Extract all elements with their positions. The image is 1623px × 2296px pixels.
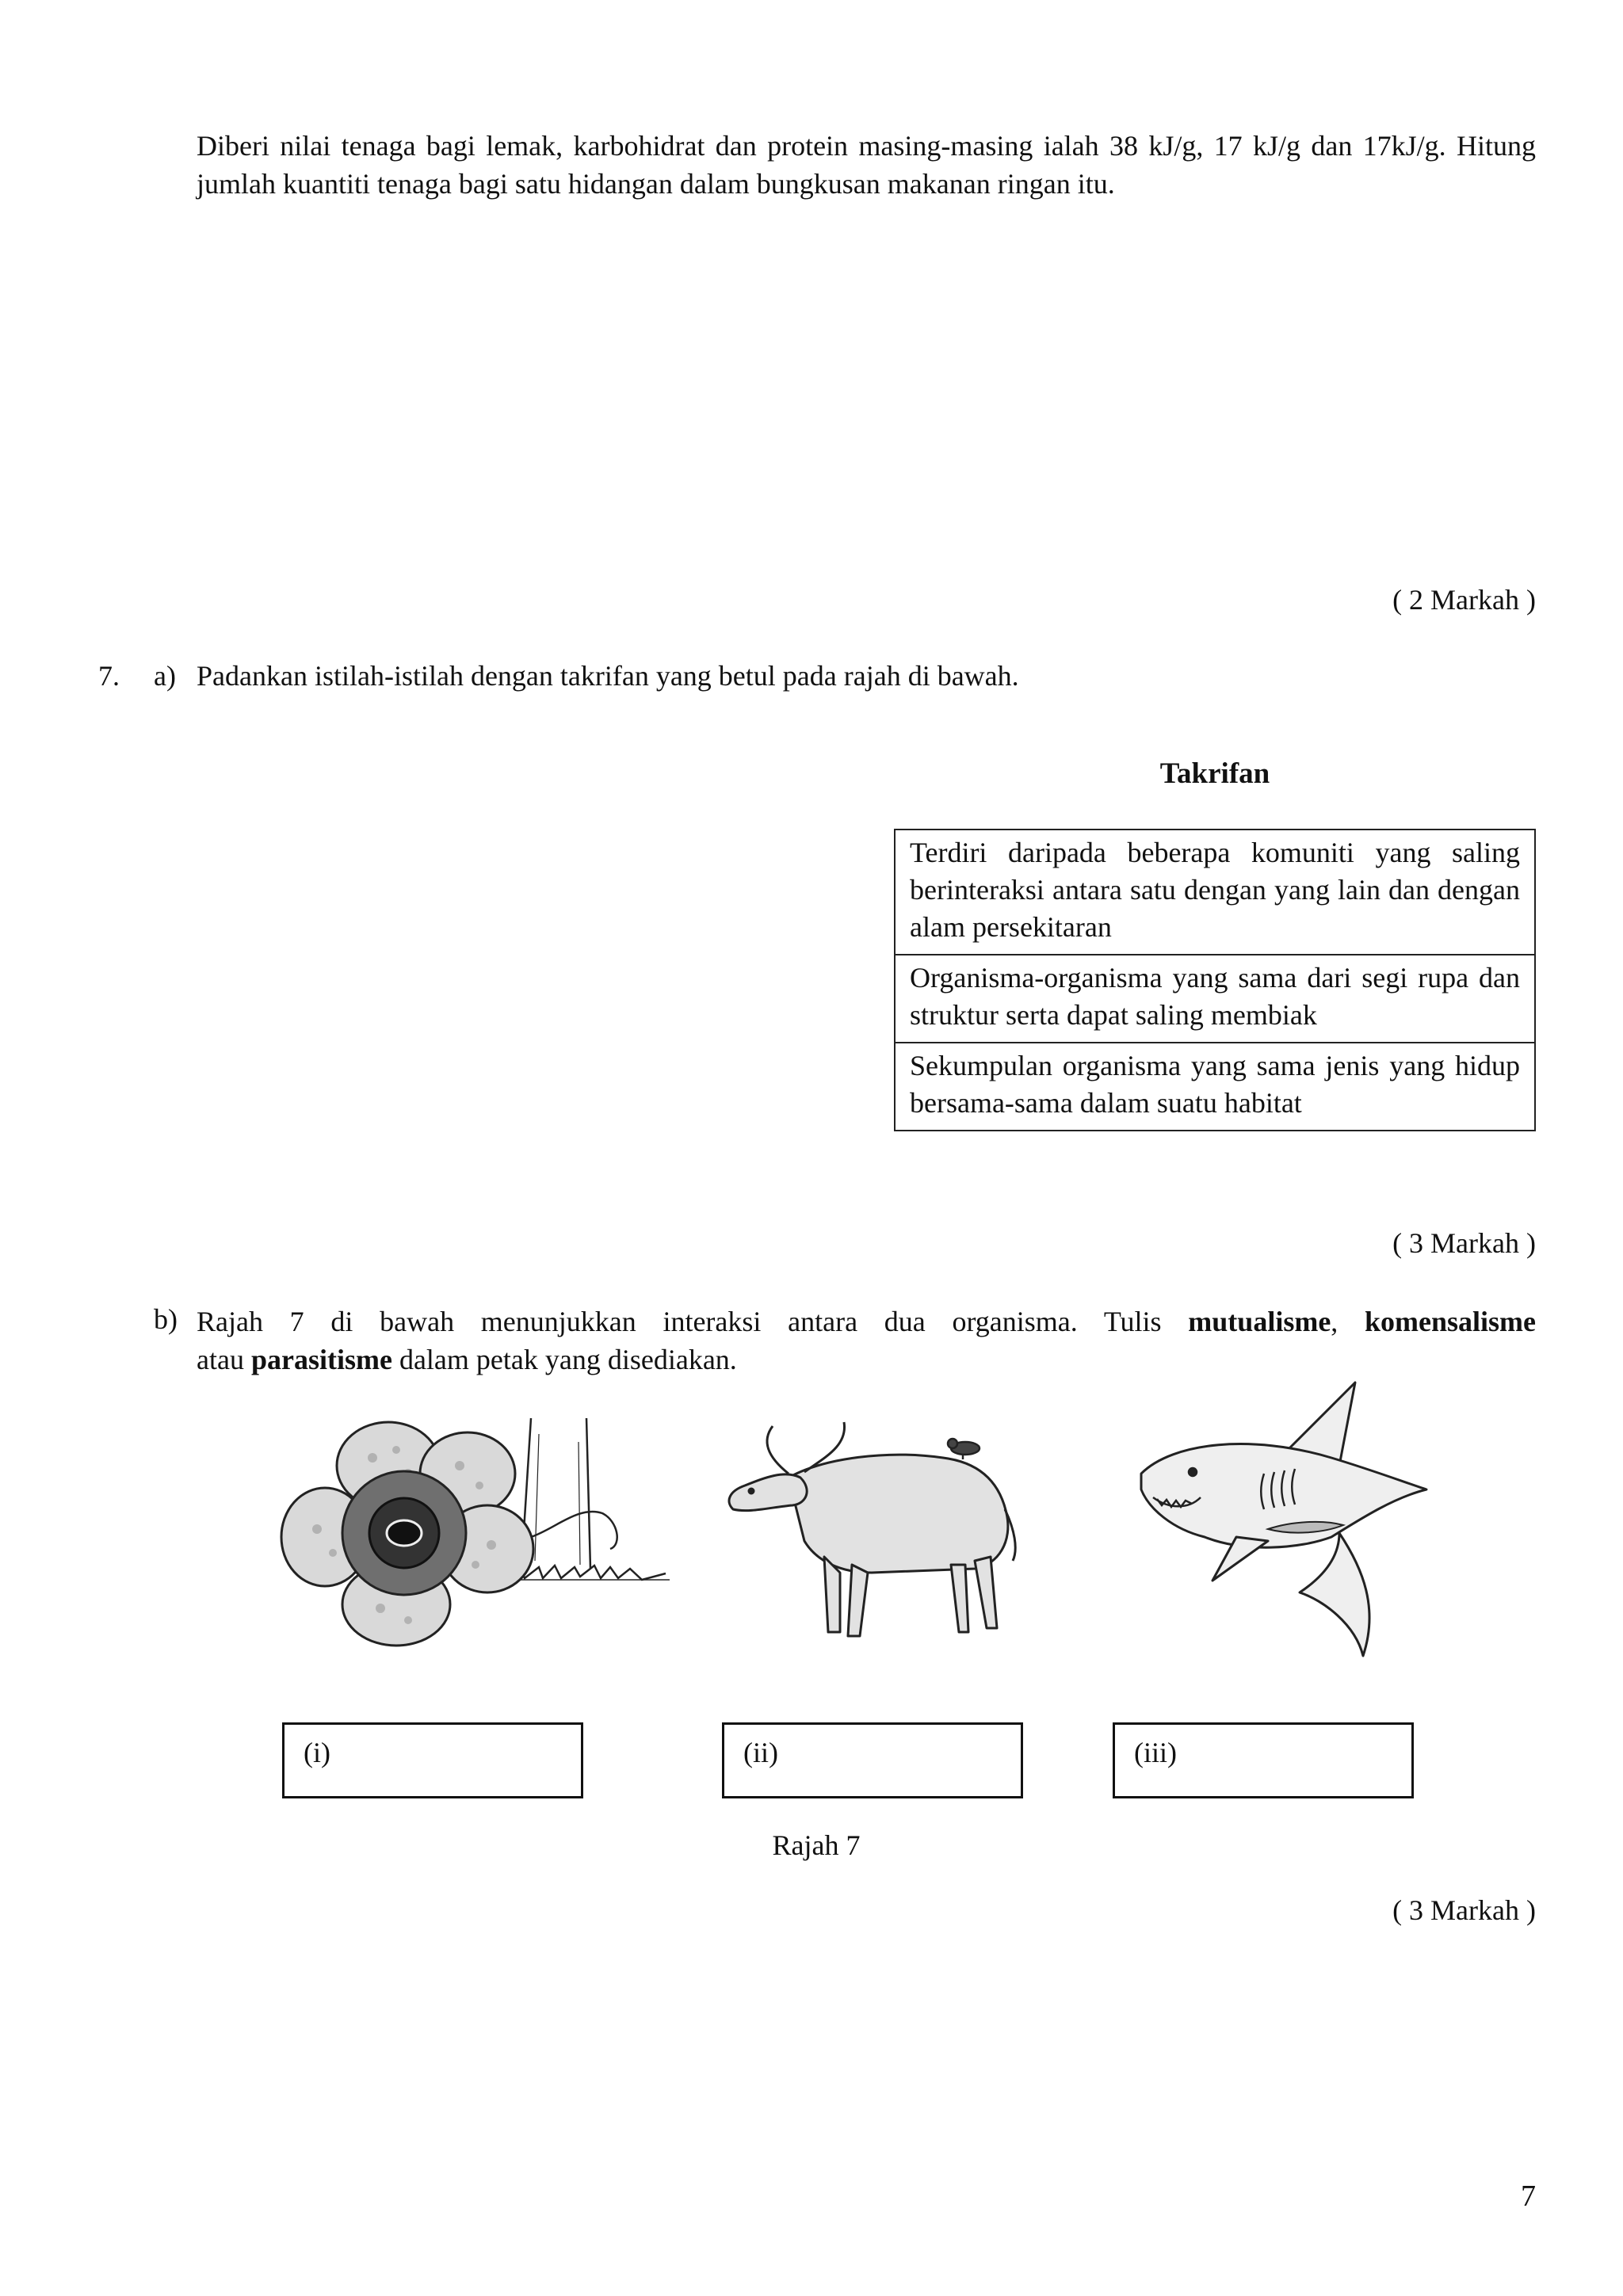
rafflesia-illustration	[269, 1410, 682, 1656]
term-separator: ,	[1331, 1306, 1338, 1337]
definitions-table	[894, 829, 1536, 1131]
answer-box-iii-label: (iii)	[1134, 1737, 1177, 1768]
buffalo-illustration	[713, 1402, 1062, 1664]
answer-box-ii-label: (ii)	[743, 1737, 778, 1768]
part-a-label: a)	[154, 660, 176, 692]
part-a-marks: ( 3 Markah )	[1392, 1227, 1536, 1259]
definition-ecosystem: Terdiri daripada beberapa komuniti yang saling berinteraksi antara satu dengan yang lain dan dengan alam persekitaran	[896, 830, 1534, 955]
question-number: 7.	[98, 660, 120, 692]
shark-illustration	[1125, 1379, 1442, 1664]
part-b-text-1: Rajah 7 di bawah menunjukkan interaksi antara dua organisma. Tulis	[197, 1306, 1162, 1337]
q6-energy-paragraph: Diberi nilai tenaga bagi lemak, karbohidrat dan protein masing-masing ialah 38 kJ/g, 17 kJ/g dan 17kJ/g. Hitung jumlah kuantiti tenaga bagi satu hidangan dalam bungkusan makanan ringan itu.	[197, 130, 1536, 200]
part-b-text-2: atau	[197, 1344, 244, 1375]
part-b-line-1	[197, 1302, 1536, 1341]
term-parasitisme: parasitisme	[250, 1344, 392, 1375]
term-mutualisme: mutualisme	[1188, 1306, 1331, 1337]
part-b-line-2	[197, 1341, 1536, 1379]
part-b-text-3: dalam petak yang disediakan.	[399, 1344, 737, 1375]
term-komensalisme: komensalisme	[1365, 1306, 1537, 1337]
definitions-heading: Takrifan	[1159, 757, 1270, 790]
part-b-label: b)	[154, 1303, 178, 1335]
answer-box-iii[interactable]	[1113, 1722, 1414, 1798]
answer-box-i-label: (i)	[304, 1737, 330, 1768]
answer-box-i[interactable]	[282, 1722, 583, 1798]
page-number: 7	[1521, 2180, 1536, 2213]
definition-species: Organisma-organisma yang sama dari segi rupa dan struktur serta dapat saling membiak	[896, 955, 1534, 1043]
answer-box-ii[interactable]	[722, 1722, 1023, 1798]
part-a-instruction: Padankan istilah-istilah dengan takrifan yang betul pada rajah di bawah.	[197, 660, 1019, 692]
part-b-marks: ( 3 Markah )	[1392, 1894, 1536, 1926]
q6-marks: ( 2 Markah )	[1392, 584, 1536, 616]
figure-caption: Rajah 7	[772, 1829, 861, 1861]
definition-population: Sekumpulan organisma yang sama jenis yang hidup bersama-sama dalam suatu habitat	[910, 1050, 1520, 1119]
